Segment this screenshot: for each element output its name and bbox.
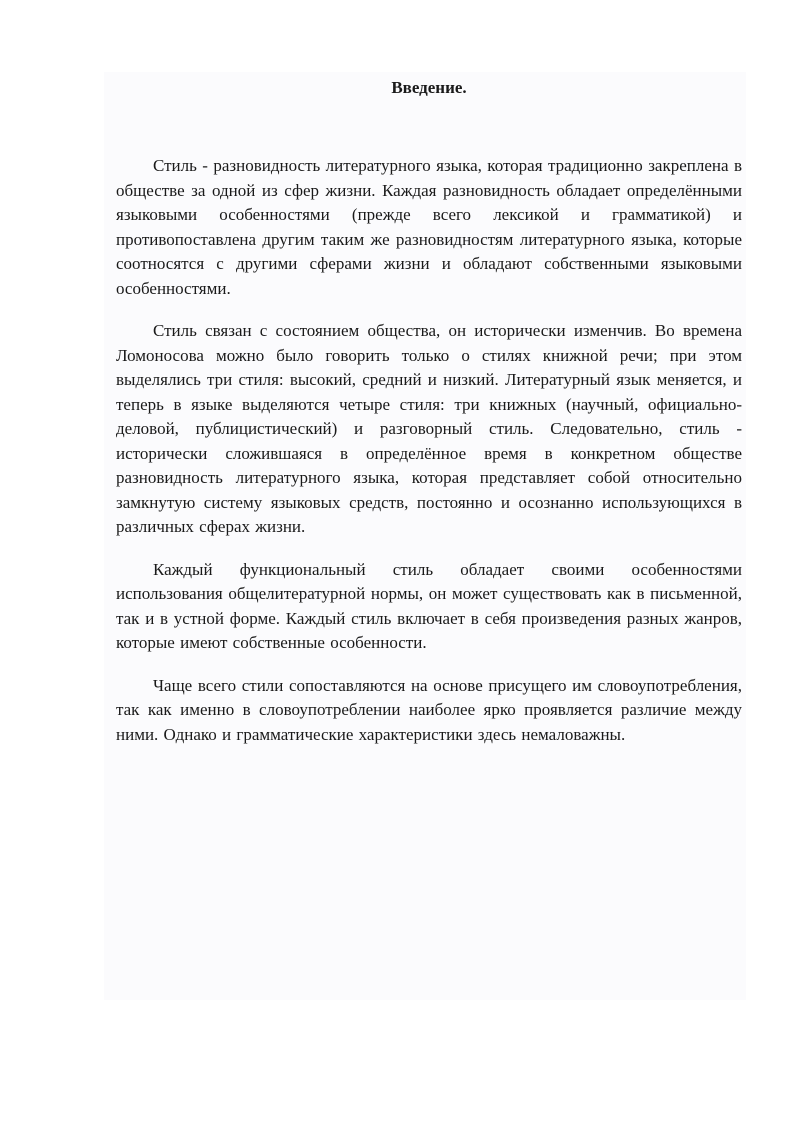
paragraph-4: Чаще всего стили сопоставляются на основе присущего им словоупотребления, так как именно в словоупотреблении наиболее ярко проявляется различие между ними. Однако и грамматические характеристики здесь немаловажны. xyxy=(116,675,742,744)
document-body xyxy=(116,76,742,747)
document-title: Введение. xyxy=(391,78,467,97)
paragraph-3: Каждый функциональный стиль обладает своими особенностями использования общелитературной нормы, он может существовать как в письменной, так и в устной форме. Каждый стиль включает в себя произведения разных жанров, которые имеют собственные особенности. xyxy=(116,559,742,652)
paragraph-2: Стиль связан с состоянием общества, он исторически изменчив. Во времена Ломоносова можно было говорить только о стилях книжной речи; при этом выделялись три стиля: высокий, средний и низкий. Литературный язык меняется, и теперь в языке выделяются четыре стиля: три книжных (научный, официально-деловой, публицистический) и разговорный стиль. Следовательно, стиль - исторически сложившаяся в определённое время в конкретном обществе разновидность литературного языка, которая представляет собой относительно замкнутую систему языковых средств, постоянно и осознанно использующихся в различных сферах жизни. xyxy=(116,321,742,536)
paragraph-1: Стиль - разновидность литературного языка, которая традиционно закреплена в обществе за одной из сфер жизни. Каждая разновидность обладает определёнными языковыми особенностями (прежде всего лексикой и грамматикой) и противопоставлена другим таким же разновидностям литературного языка, которые соотносятся с другими сферами жизни и обладают собственными языковыми особенностями. xyxy=(116,156,742,298)
